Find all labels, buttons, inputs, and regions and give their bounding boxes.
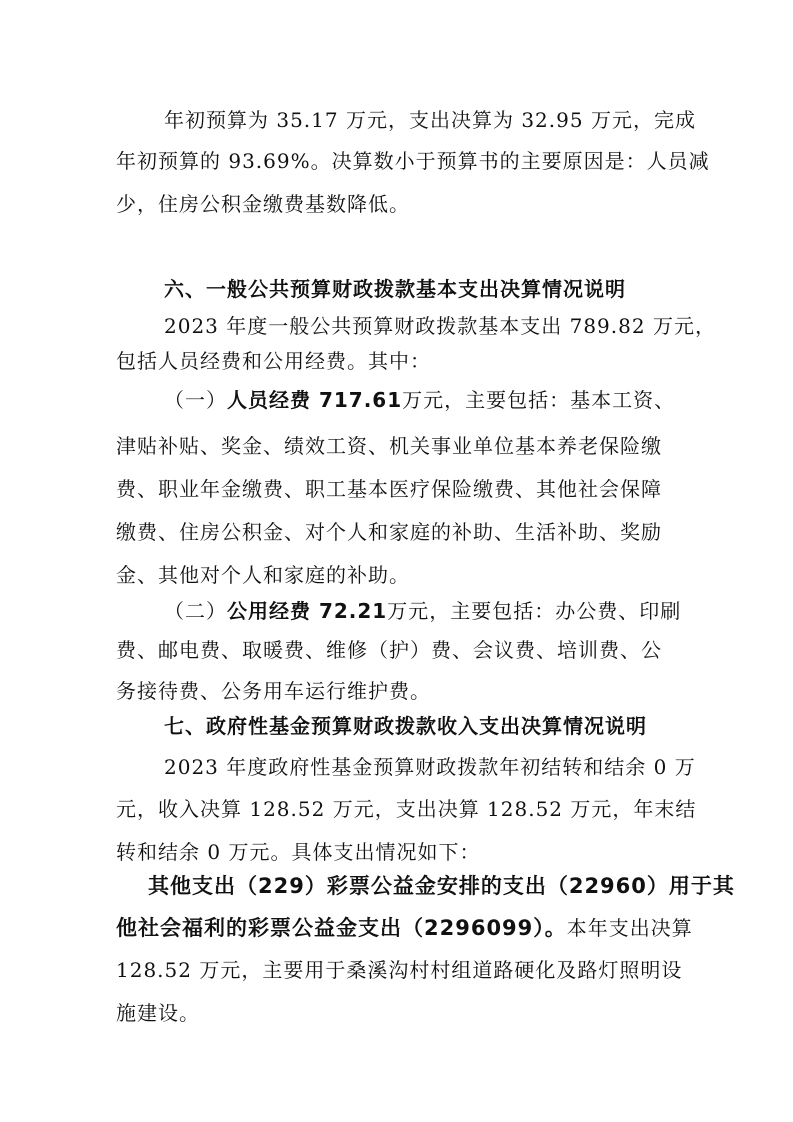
detail-bold-line: 其他支出（229）彩票公益金安排的支出（22960）用于其 bbox=[148, 874, 735, 898]
section-heading: 六、一般公共预算财政拨款基本支出决算情况说明 bbox=[164, 277, 626, 301]
paragraph-line: 少，住房公积金缴费基数降低。 bbox=[116, 192, 410, 216]
paragraph-line: 务接待费、公务用车运行维护费。 bbox=[116, 679, 431, 703]
paragraph-line: 施建设。 bbox=[116, 1001, 200, 1025]
paragraph-line: 缴费、住房公积金、对个人和家庭的补助、生活补助、奖励 bbox=[116, 520, 662, 544]
public-expense-line bbox=[164, 601, 681, 621]
personnel-expense-label: 人员经费 717.61 bbox=[227, 388, 403, 412]
paragraph-line: 费、职业年金缴费、职工基本医疗保险缴费、其他社会保障 bbox=[116, 477, 662, 501]
paragraph-line: 年初预算为 35.17 万元，支出决算为 32.95 万元，完成 bbox=[164, 108, 696, 132]
public-expense-label: 公用经费 72.21 bbox=[227, 599, 388, 623]
paragraph-line: 转和结余 0 万元。具体支出情况如下： bbox=[116, 840, 481, 864]
detail-line bbox=[116, 918, 693, 939]
paragraph-line: 128.52 万元，主要用于桑溪沟村村组道路硬化及路灯照明设 bbox=[116, 958, 683, 982]
personnel-expense-text: 万元，主要包括：基本工资、 bbox=[402, 388, 676, 412]
public-expense-text: 万元，主要包括：办公费、印刷 bbox=[387, 599, 682, 623]
paragraph-line: 包括人员经费和公用经费。其中： bbox=[116, 349, 431, 373]
paragraph-line: 费、邮电费、取暖费、维修（护）费、会议费、培训费、公 bbox=[116, 638, 662, 662]
personnel-expense-line bbox=[164, 390, 675, 410]
paragraph-line: 年初预算的 93.69%。决算数小于预算书的主要原因是：人员减 bbox=[116, 149, 710, 173]
detail-bold-text: 他社会福利的彩票公益金支出（2296099）。 bbox=[116, 916, 567, 940]
paragraph-line: 2023 年度一般公共预算财政拨款基本支出 789.82 万元， bbox=[164, 314, 716, 338]
paragraph-line: 元，收入决算 128.52 万元，支出决算 128.52 万元，年末结 bbox=[116, 797, 697, 821]
paragraph-line: 津贴补贴、奖金、绩效工资、机关事业单位基本养老保险缴 bbox=[116, 434, 662, 458]
detail-text: 本年支出决算 bbox=[566, 916, 693, 940]
list-prefix: （一） bbox=[164, 388, 227, 412]
list-prefix: （二） bbox=[164, 599, 227, 623]
paragraph-line: 金、其他对个人和家庭的补助。 bbox=[116, 563, 410, 587]
section-heading: 七、政府性基金预算财政拨款收入支出决算情况说明 bbox=[164, 714, 647, 738]
paragraph-line: 2023 年度政府性基金预算财政拨款年初结转和结余 0 万 bbox=[164, 755, 696, 779]
